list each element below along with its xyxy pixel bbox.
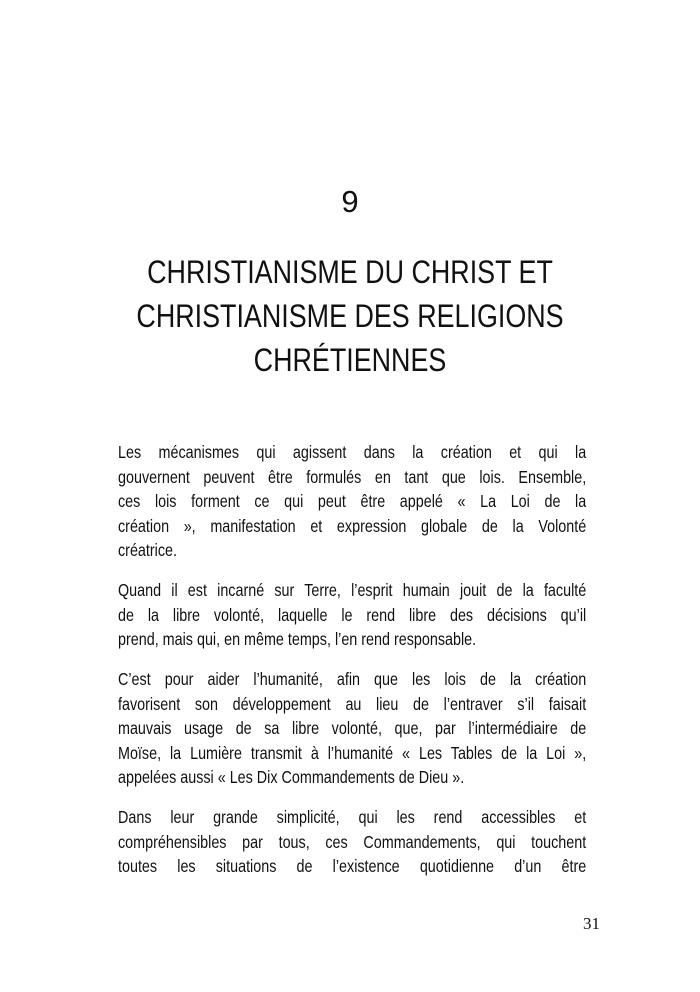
- text-line: Quand il est incarné sur Terre, l’esprit humain jouit de la faculté: [118, 580, 587, 600]
- body-text: [118, 440, 586, 894]
- text-line: prend, mais qui, en même temps, l’en rend responsable.: [118, 629, 477, 649]
- title-line: CHRISTIANISME DES RELIGIONS: [136, 298, 564, 334]
- paragraph: [118, 667, 586, 790]
- title-line: CHRÉTIENNES: [253, 342, 447, 378]
- paragraph: [118, 805, 586, 879]
- text-line: gouvernent peuvent être formulés en tant que lois. Ensemble,: [118, 466, 587, 487]
- paragraph: [118, 578, 586, 652]
- text-line: Moïse, la Lumière transmit à l’humanité « Les Tables de la Loi »,: [118, 742, 587, 763]
- text-line: toutes les situations de l’existence quotidienne d’un être: [118, 856, 587, 876]
- text-line: Dans leur grande simplicité, qui les rend accessibles et: [118, 807, 587, 827]
- text-line: favorisent son développement au lieu de l’entraver s’il faisait: [118, 693, 587, 714]
- page-number: 31: [583, 914, 600, 933]
- text-line: compréhensibles par tous, ces Commandements, qui touchent: [118, 831, 587, 852]
- text-line: Les mécanismes qui agissent dans la création et qui la: [118, 442, 587, 462]
- text-line: de la libre volonté, laquelle le rend libre des décisions qu’il: [118, 604, 587, 625]
- chapter-title: [98, 250, 602, 382]
- text-line: création », manifestation et expression globale de la Volonté: [118, 515, 587, 536]
- chapter-number: 9: [341, 184, 359, 219]
- text-line: ces lois forment ce qui peut être appelé « La Loi de la: [118, 491, 587, 511]
- title-line: CHRISTIANISME DU CHRIST ET: [147, 254, 553, 290]
- text-line: créatrice.: [118, 540, 178, 560]
- text-line: C’est pour aider l’humanité, afin que les lois de la création: [118, 669, 587, 689]
- text-line: mauvais usage de sa libre volonté, que, par l’intermédiaire de: [118, 718, 587, 738]
- paragraph: [118, 440, 586, 563]
- text-line: appelées aussi « Les Dix Commandements de Dieu ».: [118, 767, 465, 787]
